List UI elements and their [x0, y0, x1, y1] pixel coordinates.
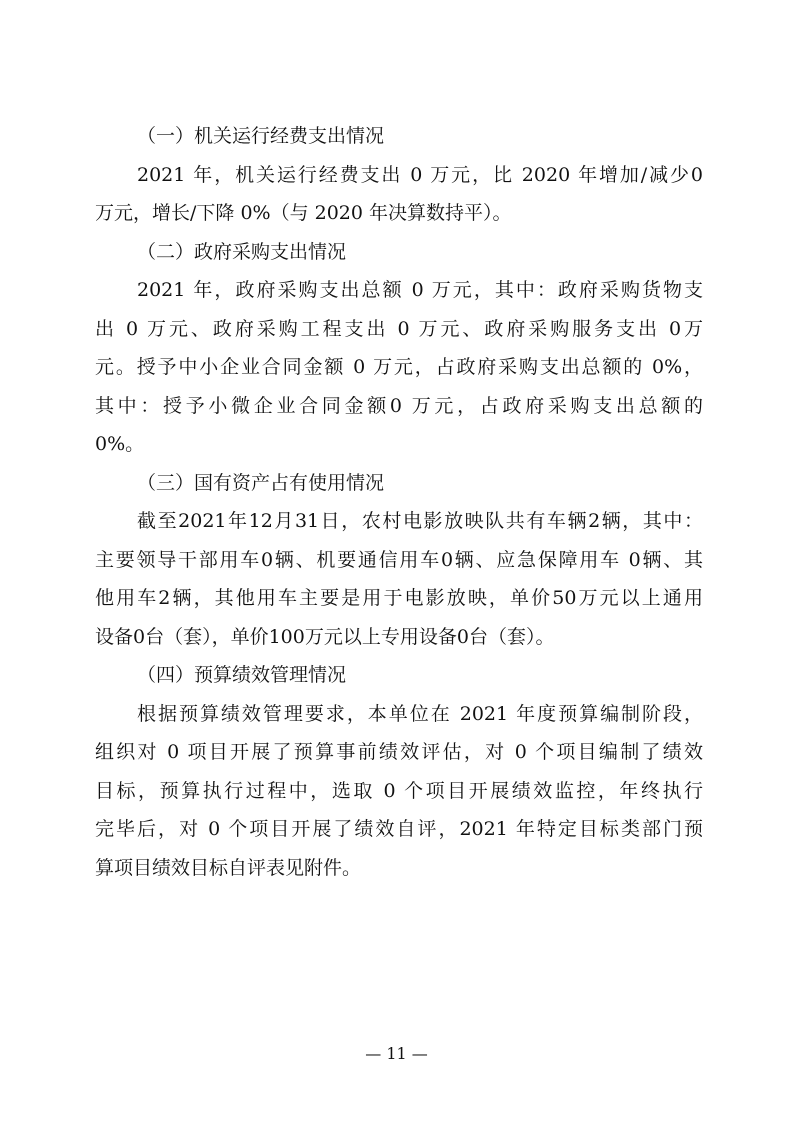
paragraph-line: 2021 年，政府采购支出总额 0 万元，其中：政府采购货物支	[137, 279, 703, 301]
paragraph-line: 其中：授予小微企业合同金额0 万元，占政府采购支出总额的	[95, 394, 703, 417]
section-heading-4: （四）预算绩效管理情况	[137, 664, 347, 686]
document-body	[95, 117, 703, 887]
paragraph-line: 组织对 0 项目开展了预算事前绩效评估，对 0 个项目编制了绩效	[95, 741, 703, 763]
paragraph-line: 主要领导干部用车0辆、机要通信用车0辆、应急保障用车 0辆、其	[95, 548, 703, 571]
paragraph-line: 出 0 万元、政府采购工程支出 0 万元、政府采购服务支出 0万	[95, 317, 703, 340]
paragraph-line: 元。授予中小企业合同金额 0 万元，占政府采购支出总额的 0%，	[95, 356, 703, 378]
paragraph-line: 完毕后，对 0 个项目开展了绩效自评，2021 年特定目标类部门预	[95, 818, 703, 840]
paragraph-line: 根据预算绩效管理要求，本单位在 2021 年度预算编制阶段，	[137, 702, 703, 725]
section-heading-2: （二）政府采购支出情况	[137, 240, 347, 263]
paragraph-line: 算项目绩效目标自评表见附件。	[95, 856, 362, 879]
paragraph-line: 他用车2辆，其他用车主要是用于电影放映，单价50万元以上通用	[95, 587, 703, 609]
paragraph-line: 0%。	[95, 433, 145, 455]
paragraph-line: 目标，预算执行过程中，选取 0 个项目开展绩效监控，年终执行	[95, 779, 703, 802]
paragraph-line: 截至2021年12月31日，农村电影放映队共有车辆2辆，其中：	[137, 510, 703, 532]
paragraph-line: 万元，增长/下降 0%（与 2020 年决算数持平）。	[95, 202, 512, 224]
paragraph-line: 设备0台（套），单价100万元以上专用设备0台（套）。	[95, 625, 555, 648]
paragraph-line: 2021 年，机关运行经费支出 0 万元，比 2020 年增加/减少0	[137, 163, 703, 186]
page-number: — 11 —	[365, 1044, 428, 1063]
section-heading-3: （三）国有资产占有使用情况	[137, 471, 385, 494]
section-heading-1: （一）机关运行经费支出情况	[137, 125, 385, 147]
